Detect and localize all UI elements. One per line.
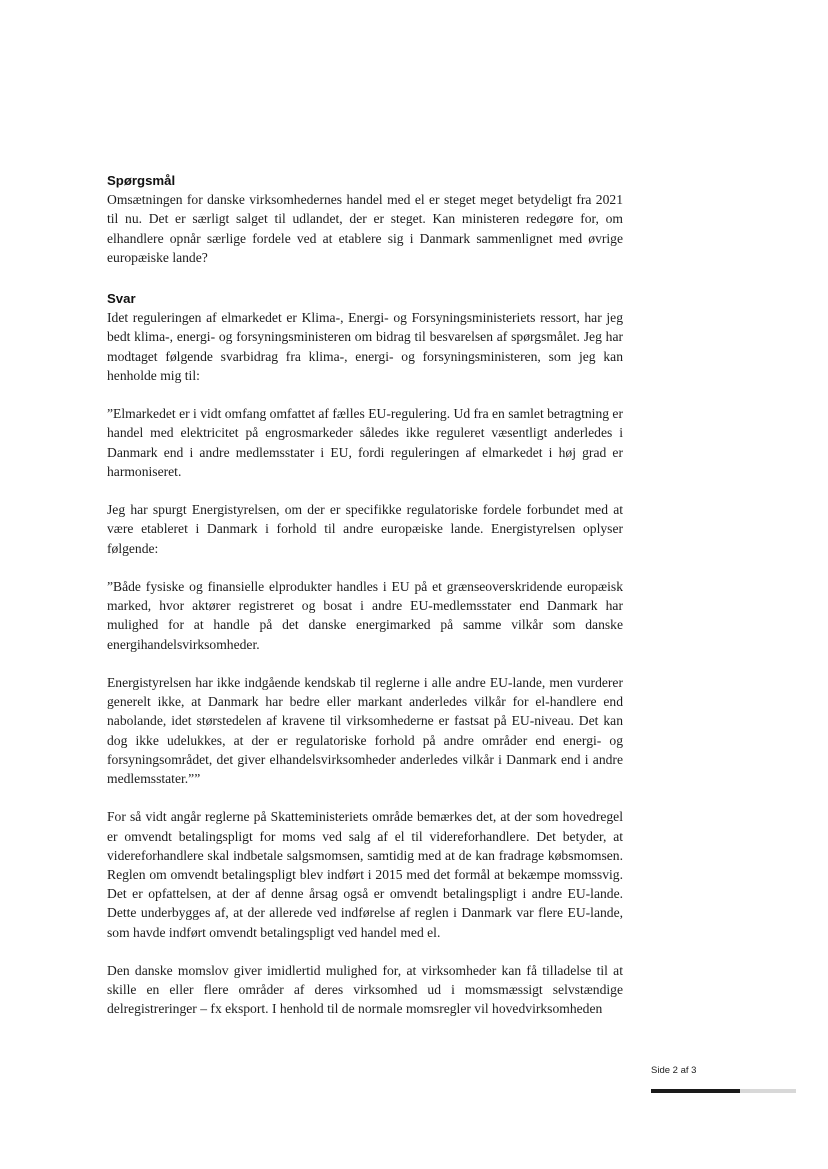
question-heading: Spørgsmål: [107, 173, 176, 188]
answer-heading: Svar: [107, 291, 136, 307]
answer-paragraph-1: Idet reguleringen af elmarkedet er Klima-, Energi- og Forsyningsministeriets ressort, har jeg bedt klima-, energi- og forsyningsministeren om bidrag til besvarelsen af spørgsmålet. Jeg har modtaget følgende svarbidrag fra klima-, energi- og forsyningsministeren, som jeg kan henholde mig til:: [107, 310, 623, 383]
answer-paragraph-6: For så vidt angår reglerne på Skatteministeriets område bemærkes det, at der som hovedregel er omvendt betalingspligt for moms ved salg af el til videreforhandlere. Det betyder, at videreforhandlere skal indbetale salgsmomsen, samtidig med at de kan fradrage købsmomsen. Reglen om omvendt betalingspligt blev indført i 2015 med det formål at bekæmpe momssvig. Det er opfattelsen, at der af denne årsag også er omvendt betalingspligt i andre EU-lande. Dette underbygges af, at der allerede ved indførelse af reglen i Danmark var flere EU-lande, som havde indført omvendt betalingspligt ved handel med el.: [107, 809, 623, 940]
footer-rule: [651, 1089, 740, 1093]
answer-paragraph-7: Den danske momslov giver imidlertid mulighed for, at virksomheder kan få tilladelse til at skille en eller flere områder af deres virksomhed ud i momsmæssigt selvstændige delregistreringer – fx eksport. I henhold til de normale momsregler vil hovedvirksomheden: [107, 963, 623, 1017]
answer-paragraph-4: ”Både fysiske og finansielle elprodukter handles i EU på et grænseoverskridende europæisk marked, hvor aktører registreret og bosat i andre EU-medlemsstater end Danmark har mulighed for at handle på det danske energimarked på samme vilkår som danske energihandelsvirksomheder.: [107, 579, 623, 652]
page-number: Side 2 af 3: [651, 1065, 697, 1076]
document-body: [107, 171, 623, 1019]
question-text: Omsætningen for danske virksomhedernes handel med el er steget meget betydeligt fra 2021 til nu. Det er særligt salget til udlandet, der er steget. Kan ministeren redegøre for, om elhandlere opnår særlige fordele ved at etablere sig i Danmark sammenlignet med øvrige europæiske lande?: [107, 192, 623, 265]
footer-rule-faint: [740, 1089, 796, 1093]
answer-paragraph-3: Jeg har spurgt Energistyrelsen, om der er specifikke regulatoriske fordele forbundet med at være etableret i Danmark i forhold til andre europæiske lande. Energistyrelsen oplyser følgende:: [107, 502, 623, 556]
answer-paragraph-5: Energistyrelsen har ikke indgående kendskab til reglerne i alle andre EU-lande, men vurderer generelt ikke, at Danmark har bedre eller markant anderledes vilkår for el-handlere end nabolande, idet størstedelen af kravene til virksomhederne er fastsat på EU-niveau. Det kan dog ikke udelukkes, at der er regulatoriske forhold på andre områder end energi- og forsyningsområdet, det giver elhandelsvirksomheder anderledes vilkår i Danmark end i andre medlemsstater.””: [107, 675, 623, 787]
answer-paragraph-2: ”Elmarkedet er i vidt omfang omfattet af fælles EU-regulering. Ud fra en samlet betragtning er handel med elektricitet på engrosmarkeder således ikke reguleret væsentligt anderledes i Danmark end i andre medlemsstater i EU, fordi reguleringen af elmarkedet i høj grad er harmoniseret.: [107, 406, 623, 479]
